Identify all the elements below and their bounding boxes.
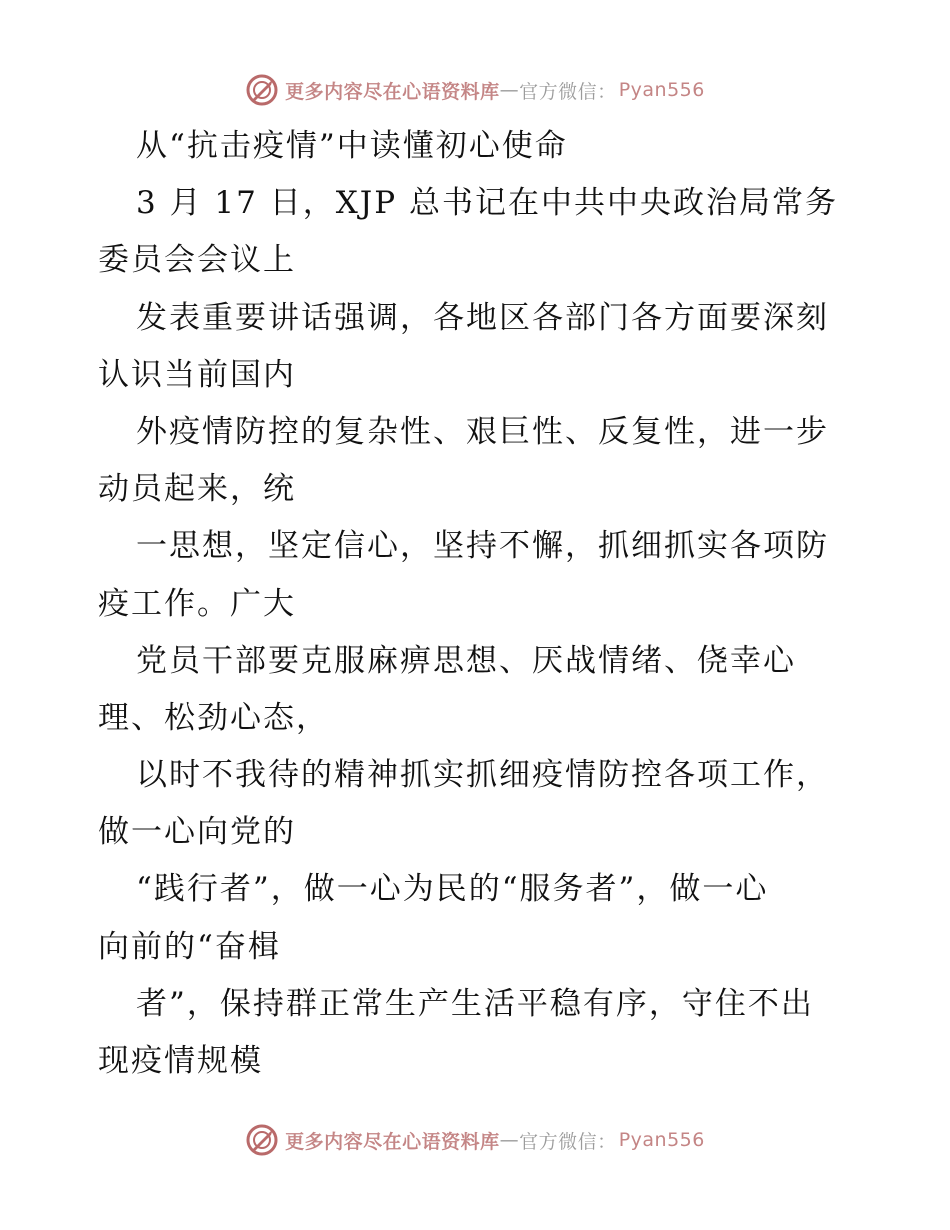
text-line: 认识当前国内 (98, 356, 296, 393)
text-line: 一思想，坚定信心，坚持不懈，抓细抓实各项防 (136, 528, 829, 565)
watermark-dash: — (499, 1129, 520, 1151)
text-line: 者”，保持群正常生产生活平稳有序，守住不出 (136, 985, 814, 1022)
header-watermark (0, 70, 950, 110)
text-line: 向前的“奋楫 (98, 928, 281, 965)
footer-watermark (0, 1120, 950, 1160)
watermark-subtitle: 官方微信： (519, 1130, 617, 1153)
text-line: 委员会会议上 (98, 242, 296, 279)
text-line: 外疫情防控的复杂性、艰巨性、反复性，进一步 (136, 413, 829, 450)
text-line: 动员起来，统 (98, 471, 296, 508)
watermark-dash: — (499, 79, 520, 101)
text-line: 党员干部要克服麻痹思想、厌战情绪、侥幸心 (136, 642, 796, 679)
text-line: “践行者”，做一心为民的“服务者”，做一心 (136, 871, 769, 908)
pen-logo-icon (245, 73, 279, 107)
text-line: 做一心向党的 (98, 814, 296, 851)
watermark-title: 更多内容尽在心语资料库 (285, 1130, 500, 1153)
text-line: 疫工作。广大 (98, 585, 296, 622)
document-body (98, 118, 858, 1090)
text-line: 现疫情规模 (98, 1043, 263, 1079)
watermark-subtitle: 官方微信： (519, 80, 617, 103)
watermark-title: 更多内容尽在心语资料库 (285, 80, 500, 103)
text-line: 从“抗击疫情”中读懂初心使命 (136, 128, 568, 164)
text-line: 发表重要讲话强调，各地区各部门各方面要深刻 (136, 299, 829, 336)
pen-logo-icon (245, 1123, 279, 1157)
watermark-wechat-id: Pyan556 (618, 79, 705, 101)
watermark-wechat-id: Pyan556 (618, 1129, 705, 1151)
text-line: 理、松劲心态， (98, 699, 329, 736)
text-line: 3 月 17 日，XJP 总书记在中共中央政治局常务 (136, 185, 838, 222)
text-line: 以时不我待的精神抓实抓细疫情防控各项工作， (136, 757, 829, 794)
